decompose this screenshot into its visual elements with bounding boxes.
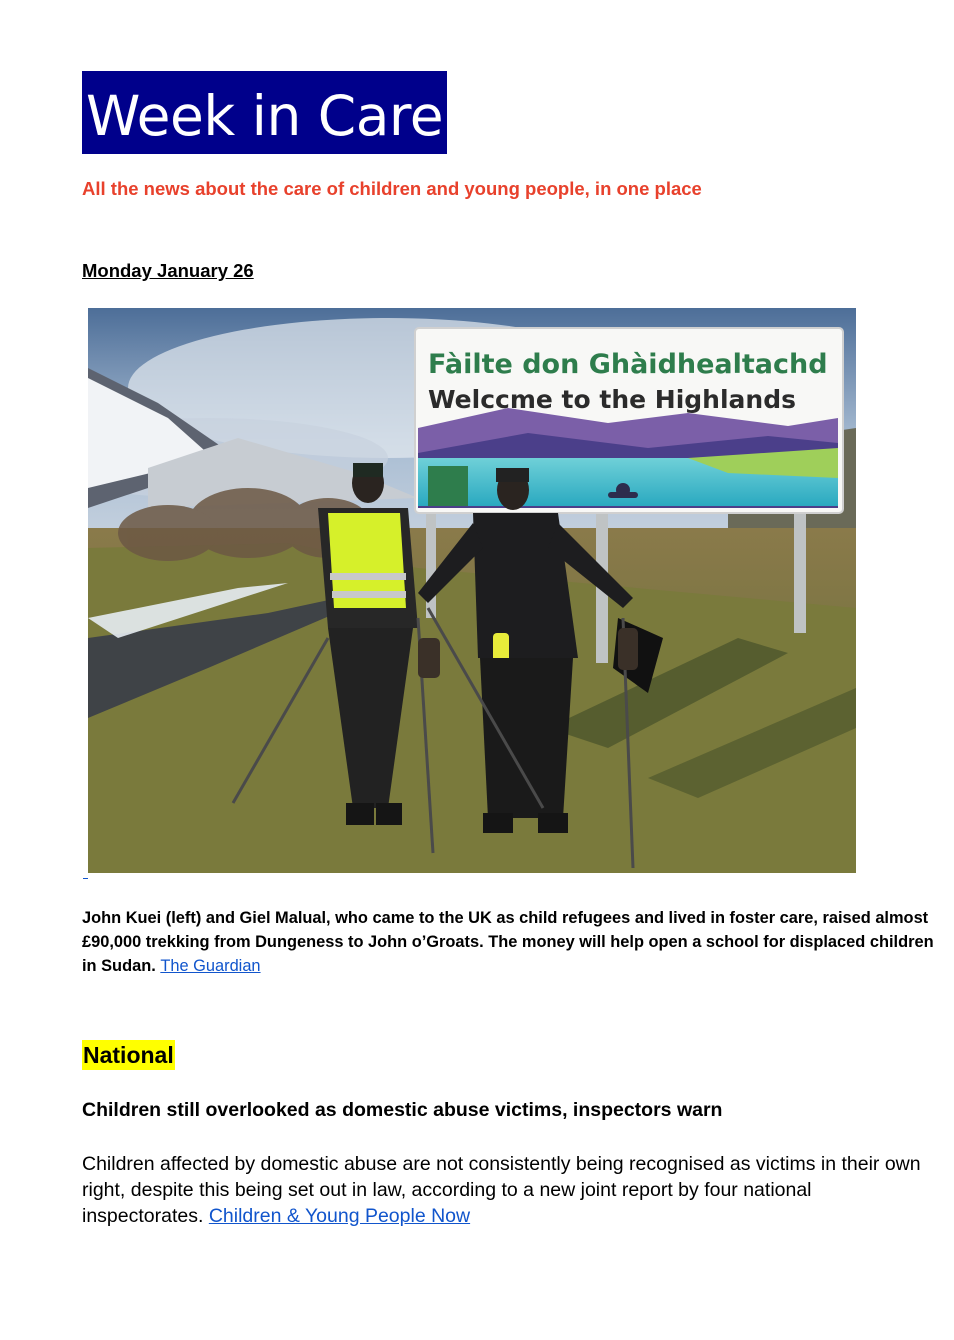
- image-link-marker[interactable]: [83, 864, 88, 879]
- article-body-text: Children affected by domestic abuse are not consistently being recognised as victims in their own right, despite this being set out in law, according to a new joint report by four national inspectorates.: [82, 1153, 921, 1227]
- photo-caption: [82, 906, 942, 978]
- sign-english-text: Welccme to the Highlands: [428, 385, 796, 414]
- section-heading-national: National: [83, 1042, 174, 1068]
- issue-date: Monday January 26: [82, 260, 254, 281]
- news-photo: [88, 308, 856, 873]
- caption-source-link[interactable]: The Guardian: [160, 957, 261, 975]
- article-headline: Children still overlooked as domestic abuse victims, inspectors warn: [82, 1099, 723, 1121]
- caption-text: John Kuei (left) and Giel Malual, who came to the UK as child refugees and lived in foster care, raised almost £90,000 trekking from Dungeness to John o’Groats. The money will help open a school for displaced children in Sudan.: [82, 909, 934, 975]
- tagline: All the news about the care of children and young people, in one place: [82, 178, 702, 199]
- masthead-title: Week in Care: [82, 71, 447, 154]
- article-body: [82, 1151, 932, 1229]
- article-source-link[interactable]: Children & Young People Now: [208, 1205, 471, 1227]
- sign-gaelic-text: Fàilte don Ghàidhealtachd: [428, 349, 828, 380]
